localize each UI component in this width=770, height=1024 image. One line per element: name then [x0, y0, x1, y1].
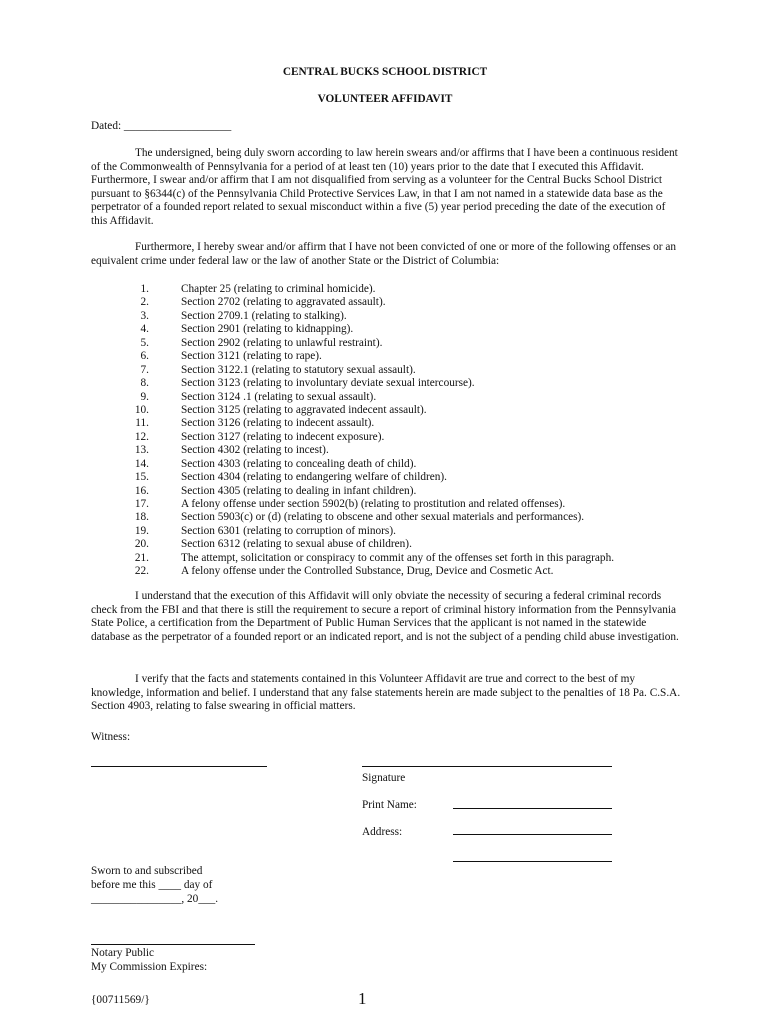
list-item-text: Section 4302 (relating to incest).: [181, 444, 329, 457]
paragraph-verification-text: I verify that the facts and statements contained in this Volunteer Affidavit are true and correct to the best of my knowledge, information and belief. I understand that any false statements herein are made subject to the penalties of 18 Pa. C.S.A. Section 4903, relating to false swearing in official matters.: [91, 673, 681, 712]
address-field-line-1[interactable]: [453, 834, 612, 835]
list-item-text: Section 6312 (relating to sexual abuse of children).: [181, 538, 412, 551]
notary-public-label: Notary Public: [91, 947, 155, 959]
list-item: [91, 538, 691, 551]
list-item-text: Section 4305 (relating to dealing in infant children).: [181, 484, 417, 497]
list-item-text: Section 3124 .1 (relating to sexual assault).: [181, 390, 377, 403]
dated-field[interactable]: Dated: ___________________: [91, 120, 232, 132]
list-item-number: 11.: [135, 417, 149, 430]
list-item: [91, 485, 691, 498]
list-item: [91, 565, 691, 578]
list-item: [91, 431, 691, 444]
list-item-number: 15.: [134, 471, 149, 484]
list-item-text: A felony offense under section 5902(b) (relating to prostitution and related offenses).: [181, 498, 566, 510]
sworn-line-1: Sworn to and subscribed: [91, 865, 203, 877]
list-item-text: Section 4303 (relating to concealing death of child).: [181, 457, 417, 470]
list-item: [91, 323, 691, 336]
list-item: [91, 377, 691, 390]
signature-line[interactable]: [362, 766, 612, 767]
list-item: [91, 350, 691, 363]
list-item-number: 8.: [140, 377, 149, 390]
list-item: [91, 511, 691, 524]
list-item: [91, 417, 691, 430]
list-item: [91, 391, 691, 404]
list-item-text: Section 2902 (relating to unlawful restraint).: [181, 336, 383, 349]
witness-label: Witness:: [91, 731, 131, 743]
witness-signature-line[interactable]: [91, 766, 267, 767]
list-item-text: Section 2709.1 (relating to stalking).: [181, 309, 347, 322]
paragraph-verification: [91, 673, 683, 714]
print-name-field[interactable]: [453, 808, 612, 809]
list-item-number: 2.: [140, 296, 149, 309]
list-item-text: Section 3121 (relating to rape).: [181, 350, 322, 363]
list-item-text: Chapter 25 (relating to criminal homicide).: [181, 283, 376, 295]
list-item: [91, 283, 691, 296]
list-item-number: 9.: [140, 390, 149, 403]
address-label: Address:: [362, 826, 403, 838]
list-item-number: 12.: [134, 430, 149, 443]
list-item-number: 14.: [134, 457, 149, 470]
paragraph-offenses-intro: [91, 241, 683, 268]
list-item-number: 6.: [140, 350, 149, 363]
list-item: [91, 296, 691, 309]
list-item: [91, 364, 691, 377]
district-title: CENTRAL BUCKS SCHOOL DISTRICT: [282, 66, 488, 78]
list-item-number: 5.: [140, 336, 149, 349]
paragraph-fbi-check-text: I understand that the execution of this Affidavit will only obviate the necessity of securing a federal criminal records check from the FBI and that there is still the requirement to secure a report of criminal history information from the Pennsylvania State Police, a certification from the Department of Public Human Services that the applicant is not named in the statewide database as the perpetrator of a founded report or an indicated report, and is not the subject of a pending child abuse investigation.: [91, 590, 679, 643]
address-field-line-2[interactable]: [453, 861, 612, 862]
paragraph-residency: [91, 147, 683, 228]
print-name-label: Print Name:: [362, 799, 417, 811]
list-item: [91, 498, 691, 511]
list-item-text: Section 2901 (relating to kidnapping).: [181, 323, 354, 336]
sworn-line-3[interactable]: ________________, 20___.: [91, 893, 219, 905]
list-item: [91, 471, 691, 484]
page-number: 1: [358, 989, 367, 1008]
list-item: [91, 444, 691, 457]
list-item-number: 10.: [134, 403, 149, 416]
signature-label: Signature: [362, 772, 406, 784]
list-item-text: A felony offense under the Controlled Substance, Drug, Device and Cosmetic Act.: [181, 565, 554, 578]
list-item-number: 17.: [134, 498, 149, 510]
commission-expires-label: My Commission Expires:: [91, 961, 208, 973]
list-item: [91, 525, 691, 538]
list-item-text: Section 3125 (relating to aggravated indecent assault).: [181, 403, 427, 416]
form-title: VOLUNTEER AFFIDAVIT: [317, 93, 453, 105]
list-item: [91, 310, 691, 323]
paragraph-residency-text: The undersigned, being duly sworn according to law herein swears and/or affirms that I have been a continuous resident of the Commonwealth of Pennsylvania for a period of at least ten (10) years prior to the date that I executed this Affidavit. Furthermore, I swear and/or affirm that I am not disqualified from serving as a volunteer for the Central Bucks School District pursuant to §6344(c) of the Pennsylvania Child Protective Services Law, in that I am not named in a statewide data base as the perpetrator of a founded report related to sexual misconduct within a five (5) year period preceding the date of the execution of this Affidavit.: [91, 147, 678, 227]
list-item-text: Section 3123 (relating to involuntary deviate sexual intercourse).: [181, 377, 475, 390]
list-item: [91, 404, 691, 417]
list-item-text: Section 4304 (relating to endangering welfare of children).: [181, 471, 448, 484]
list-item-number: 18.: [134, 511, 149, 524]
list-item-text: Section 3122.1 (relating to statutory sexual assault).: [181, 363, 416, 376]
offense-list: [91, 283, 691, 579]
list-item: [91, 552, 691, 565]
list-item-number: 22.: [134, 565, 149, 578]
list-item-text: Section 2702 (relating to aggravated assault).: [181, 296, 386, 309]
list-item-number: 13.: [134, 444, 149, 457]
list-item: [91, 337, 691, 350]
sworn-line-2[interactable]: before me this ____ day of: [91, 879, 213, 891]
paragraph-offenses-intro-text: Furthermore, I hereby swear and/or affirm that I have not been convicted of one or more of the following offenses or an equivalent crime under federal law or the law of another State or the District of Columbia:: [91, 241, 677, 267]
list-item: [91, 458, 691, 471]
list-item-number: 4.: [140, 323, 149, 336]
list-item-number: 21.: [134, 551, 149, 564]
list-item-text: Section 6301 (relating to corruption of minors).: [181, 524, 396, 537]
list-item-text: The attempt, solicitation or conspiracy to commit any of the offenses set forth in this paragraph.: [181, 551, 615, 564]
list-item-number: 1.: [140, 283, 149, 295]
list-item-text: Section 3126 (relating to indecent assault).: [181, 417, 375, 430]
list-item-number: 3.: [140, 309, 149, 322]
list-item-number: 16.: [134, 484, 149, 497]
paragraph-fbi-check: [91, 590, 683, 644]
notary-signature-line[interactable]: [91, 944, 255, 945]
list-item-text: Section 5903(c) or (d) (relating to obscene and other sexual materials and performances).: [181, 511, 585, 524]
list-item-number: 7.: [140, 363, 149, 376]
list-item-number: 20.: [134, 538, 149, 551]
list-item-text: Section 3127 (relating to indecent exposure).: [181, 430, 385, 443]
list-item-number: 19.: [134, 524, 149, 537]
document-id: {00711569/}: [91, 994, 150, 1006]
